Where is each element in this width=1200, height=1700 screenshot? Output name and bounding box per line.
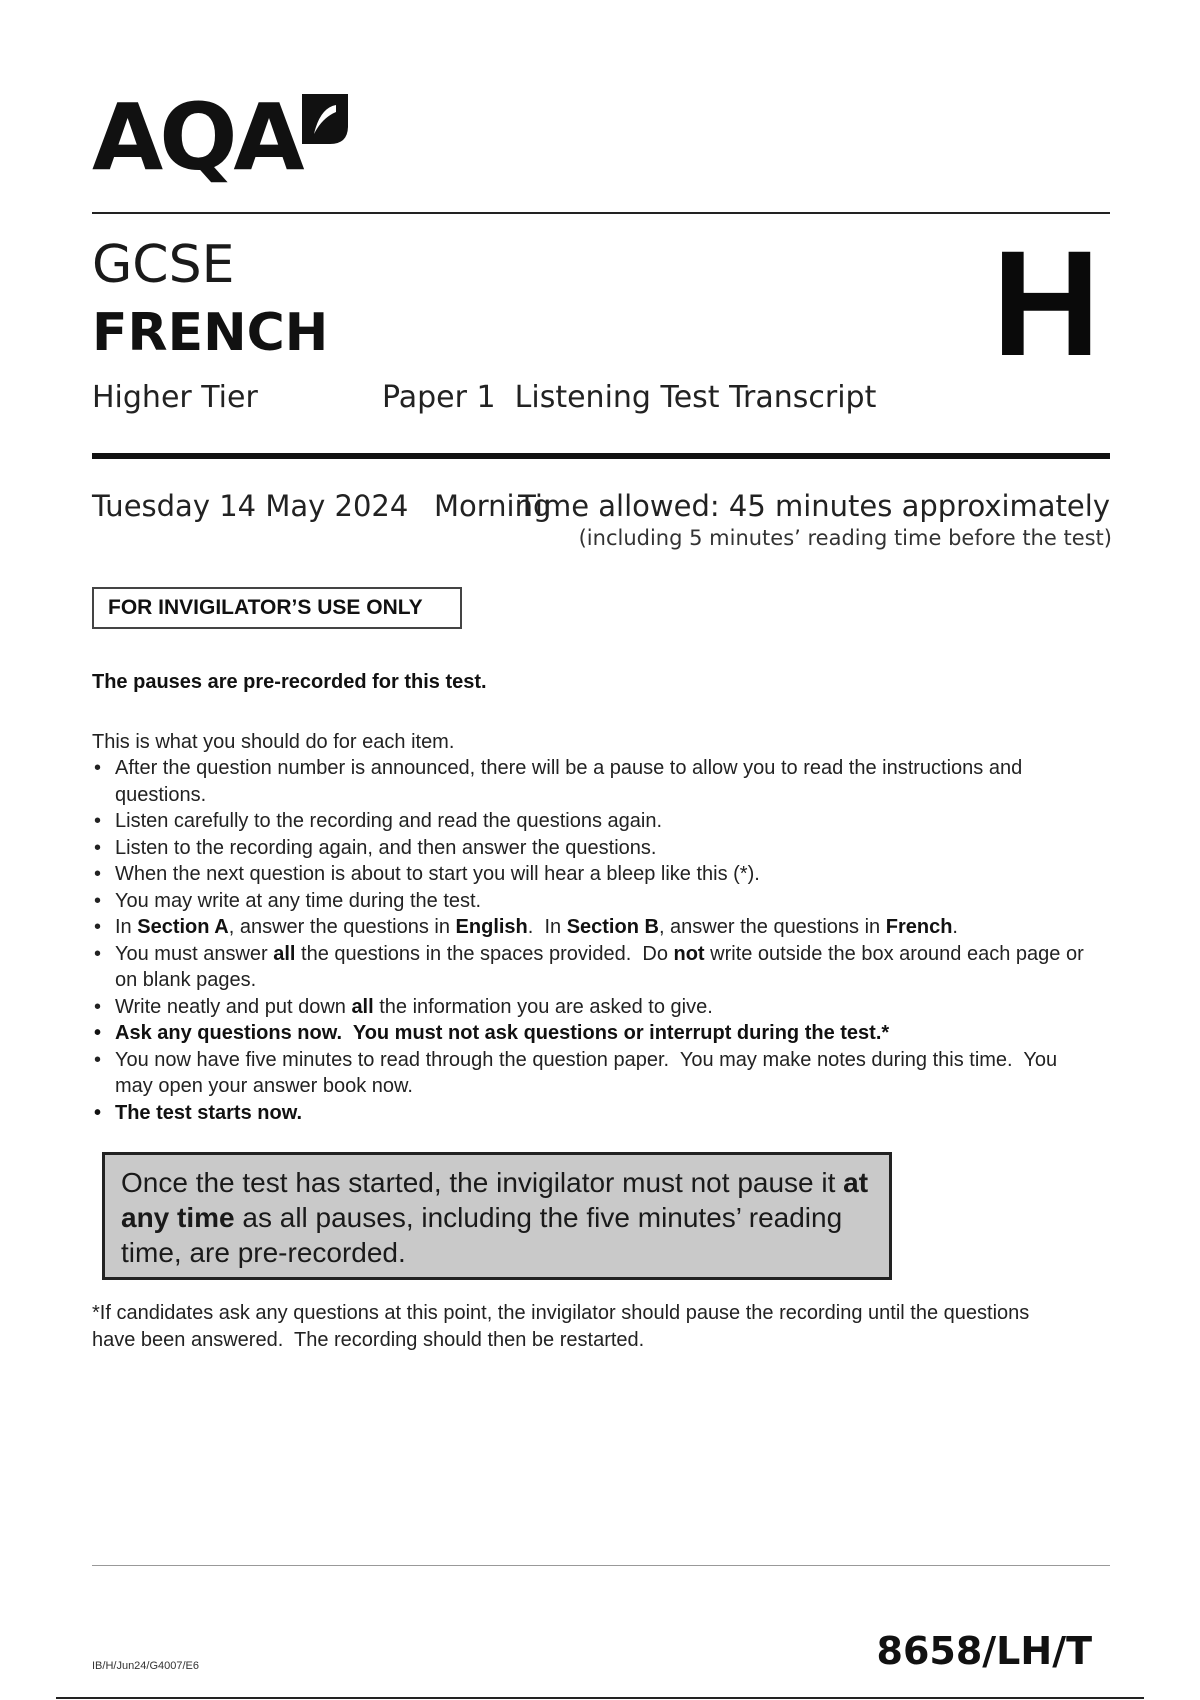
text-run: write outside the box around each page or on blank pages.	[115, 942, 1090, 991]
tier-letter: H	[992, 219, 1101, 387]
text-run: In	[115, 916, 138, 938]
bold-run: Section A	[137, 916, 229, 938]
instructions-list	[92, 755, 1092, 1126]
list-item: • Ask any questions now. You must not ask questions or interrupt during the test.*	[92, 1020, 1092, 1047]
list-item	[92, 914, 1092, 941]
text-run: the information you are asked to give.	[373, 995, 713, 1018]
section-rule	[92, 453, 1110, 459]
text-run: the questions in the spaces provided. Do	[295, 942, 674, 965]
paper-code: 8658/LH/T	[876, 1629, 1092, 1673]
qualification-title: GCSE	[92, 235, 235, 295]
list-item: • After the question number is announced, there will be a pause to allow you to read the instructions and questions.	[92, 755, 1092, 808]
list-item: • Listen carefully to the recording and read the questions again.	[92, 808, 1092, 835]
page-bottom-rule	[56, 1697, 1144, 1699]
exam-session: Morning	[434, 489, 552, 523]
text-run: , answer the questions in	[658, 916, 886, 938]
exam-date: Tuesday 14 May 2024	[92, 489, 409, 523]
bold-run: all	[273, 942, 296, 965]
text-run: . In	[527, 916, 567, 938]
list-item: • Listen to the recording again, and then answer the questions.	[92, 835, 1092, 862]
warning-box	[102, 1152, 892, 1280]
bold-run: Section B	[566, 916, 659, 938]
bold-run: English	[455, 916, 528, 938]
pauses-note: The pauses are pre-recorded for this test.	[92, 671, 487, 693]
bold-run: all	[351, 995, 374, 1018]
tier-label: Higher Tier	[92, 380, 258, 415]
logo-leaf-icon	[298, 90, 352, 148]
text-run: , answer the questions in	[228, 916, 456, 938]
logo-text: AQA	[92, 84, 301, 191]
list-item	[92, 941, 1092, 994]
list-item	[92, 994, 1092, 1021]
reference-code: IB/H/Jun24/G4007/E6	[92, 1660, 200, 1672]
subject-title: FRENCH	[92, 303, 329, 363]
list-item: • You may write at any time during the test.	[92, 888, 1092, 915]
list-item: • You now have five minutes to read through the question paper. You may make notes during this time. You may open your answer book now.	[92, 1047, 1092, 1100]
header-rule	[92, 212, 1110, 214]
list-item: • The test starts now.	[92, 1100, 1092, 1127]
text-run: as all pauses, including the five minutes’ reading time, are pre-recorded.	[121, 1202, 843, 1268]
bold-run: not	[673, 942, 705, 965]
invigilator-use-box: FOR INVIGILATOR’S USE ONLY	[92, 587, 462, 629]
text-run: Once the test has started, the invigilator must not pause it	[121, 1167, 844, 1198]
bold-run: French	[885, 916, 953, 938]
text-run: You must answer	[115, 942, 274, 965]
text-run: .	[952, 916, 958, 938]
bold-run: at any time	[121, 1167, 869, 1233]
paper-title: Paper 1 Listening Test Transcript	[382, 380, 877, 415]
instructions-intro: This is what you should do for each item.	[92, 731, 455, 753]
list-item: • When the next question is about to start you will hear a bleep like this (*).	[92, 861, 1092, 888]
text-run: Write neatly and put down	[115, 995, 352, 1018]
footer-rule	[92, 1565, 1110, 1566]
time-allowed: Time allowed: 45 minutes approximately	[518, 489, 1110, 523]
footnote: *If candidates ask any questions at this point, the invigilator should pause the recording until the questions have been answered. The recording should then be restarted.	[92, 1302, 1035, 1351]
time-allowed-note: (including 5 minutes’ reading time before the test)	[578, 526, 1112, 550]
